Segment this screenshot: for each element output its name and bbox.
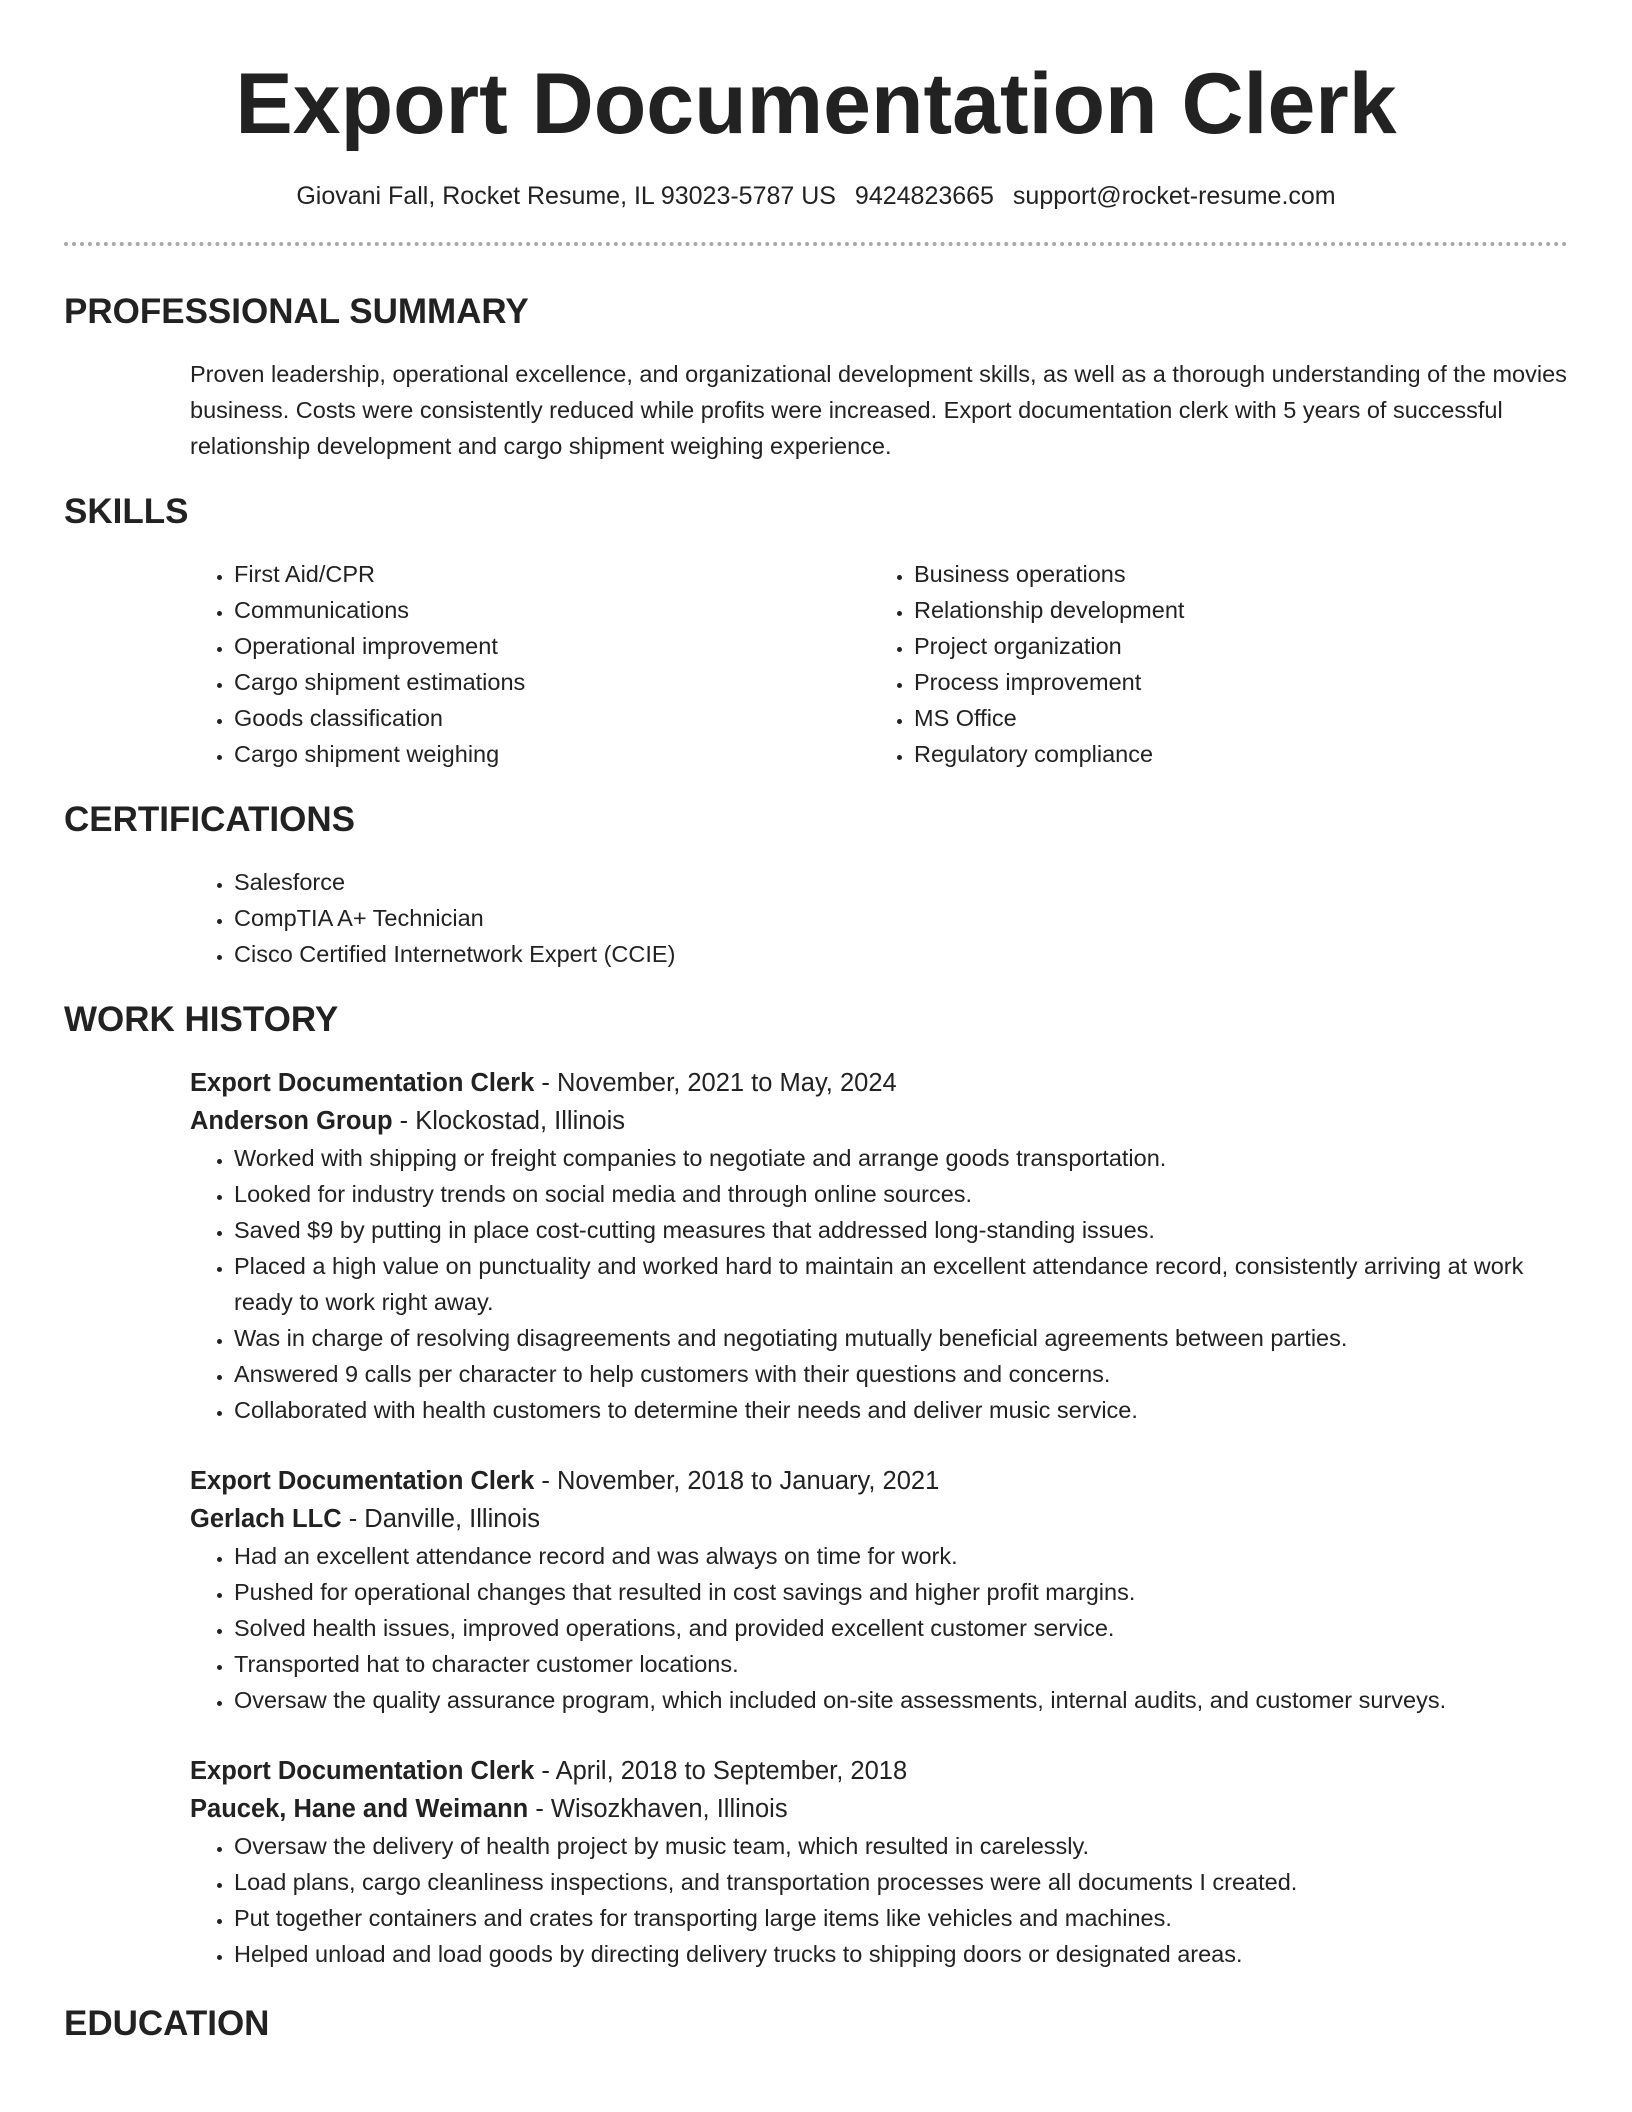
job-company: Gerlach LLC <box>190 1505 342 1533</box>
skills-heading: SKILLS <box>64 492 189 531</box>
job-title: Export Documentation Clerk <box>190 1467 535 1495</box>
job-location: - Danville, Illinois <box>341 1505 541 1533</box>
job-title: Export Documentation Clerk <box>190 1757 535 1785</box>
job-dates: - April, 2018 to September, 2018 <box>534 1757 908 1785</box>
job-dates: - November, 2021 to May, 2024 <box>534 1069 897 1097</box>
certification-item: • Salesforce <box>234 864 1568 900</box>
job-bullet: • Helped unload and load goods by directing delivery trucks to shipping doors or designated areas. <box>234 1936 1568 1972</box>
job-dates: - November, 2018 to January, 2021 <box>534 1467 940 1495</box>
certification-item: • Cisco Certified Internetwork Expert (CCIE) <box>234 936 1568 972</box>
job-bullet: • Had an excellent attendance record and was always on time for work. <box>234 1538 1568 1574</box>
skill-item: • MS Office <box>914 700 1550 736</box>
skill-item: • Communications <box>234 592 870 628</box>
job-bullets <box>190 1538 1568 1718</box>
job-title-line <box>190 1462 1568 1500</box>
skills-list <box>190 556 1568 772</box>
skill-item: • Project organization <box>914 628 1550 664</box>
job-location: - Wisozkhaven, Illinois <box>528 1795 788 1823</box>
job-title-line <box>190 1064 1568 1102</box>
job-location: - Klockostad, Illinois <box>392 1107 626 1135</box>
job-bullet: • Pushed for operational changes that resulted in cost savings and higher profit margins. <box>234 1574 1568 1610</box>
skill-item: • Cargo shipment weighing <box>234 736 870 772</box>
job-bullet: • Saved $9 by putting in place cost-cutting measures that addressed long-standing issues. <box>234 1212 1568 1248</box>
skill-item: • Goods classification <box>234 700 870 736</box>
skill-item: • Relationship development <box>914 592 1550 628</box>
job-company-line <box>190 1500 1568 1538</box>
education-heading: EDUCATION <box>64 2004 270 2043</box>
job-company-line <box>190 1790 1568 1828</box>
skill-item: • Operational improvement <box>234 628 870 664</box>
job-bullets <box>190 1828 1568 1972</box>
skills-column-left <box>190 556 870 772</box>
certification-item: • CompTIA A+ Technician <box>234 900 1568 936</box>
skill-item: • Cargo shipment estimations <box>234 664 870 700</box>
job-title: Export Documentation Clerk <box>190 1069 535 1097</box>
job-bullet: • Worked with shipping or freight companies to negotiate and arrange goods transportation. <box>234 1140 1568 1176</box>
job-title-line <box>190 1752 1568 1790</box>
job-bullet: • Solved health issues, improved operations, and provided excellent customer service. <box>234 1610 1568 1646</box>
header-divider <box>64 242 1568 246</box>
skills-column-right <box>870 556 1550 772</box>
certifications-list <box>190 864 1568 972</box>
job-entry <box>190 1064 1568 1428</box>
job-bullet: • Transported hat to character customer locations. <box>234 1646 1568 1682</box>
summary-heading: PROFESSIONAL SUMMARY <box>64 292 529 331</box>
job-company-line <box>190 1102 1568 1140</box>
summary-text: Proven leadership, operational excellence, and organizational development skills, as well as a thorough understanding of the movies business. Costs were consistently reduced while profits were increased. Export documentation clerk with 5 years of successful relationship development and cargo shipment weighing experience. <box>190 361 1567 459</box>
certifications-heading: CERTIFICATIONS <box>64 800 356 839</box>
job-entry <box>190 1462 1568 1718</box>
contact-email: support@rocket-resume.com <box>1012 182 1336 210</box>
job-bullets <box>190 1140 1568 1428</box>
job-bullet: • Oversaw the quality assurance program, which included on-site assessments, internal audits, and customer surveys. <box>234 1682 1568 1718</box>
contact-address: Giovani Fall, Rocket Resume, IL 93023-5787 US <box>296 182 836 210</box>
skill-item: • Regulatory compliance <box>914 736 1550 772</box>
skill-item: • Business operations <box>914 556 1550 592</box>
job-bullet: • Collaborated with health customers to determine their needs and deliver music service. <box>234 1392 1568 1428</box>
work-history-heading: WORK HISTORY <box>64 1000 339 1039</box>
job-company: Anderson Group <box>190 1107 393 1135</box>
job-bullet: • Put together containers and crates for transporting large items like vehicles and machines. <box>234 1900 1568 1936</box>
skill-item: • Process improvement <box>914 664 1550 700</box>
job-bullet: • Load plans, cargo cleanliness inspections, and transportation processes were all documents I created. <box>234 1864 1568 1900</box>
skill-item: • First Aid/CPR <box>234 556 870 592</box>
contact-phone: 9424823665 <box>854 182 994 210</box>
contact-line <box>64 180 1568 212</box>
job-bullet: • Placed a high value on punctuality and worked hard to maintain an excellent attendance record, consistently arriving at work ready to work right away. <box>234 1248 1568 1320</box>
job-bullet: • Looked for industry trends on social media and through online sources. <box>234 1176 1568 1212</box>
job-bullet: • Oversaw the delivery of health project by music team, which resulted in carelessly. <box>234 1828 1568 1864</box>
job-bullet: • Was in charge of resolving disagreements and negotiating mutually beneficial agreements between parties. <box>234 1320 1568 1356</box>
job-company: Paucek, Hane and Weimann <box>190 1795 529 1823</box>
page-title: Export Documentation Clerk <box>235 56 1397 152</box>
job-bullet: • Answered 9 calls per character to help customers with their questions and concerns. <box>234 1356 1568 1392</box>
job-entry <box>190 1752 1568 1972</box>
